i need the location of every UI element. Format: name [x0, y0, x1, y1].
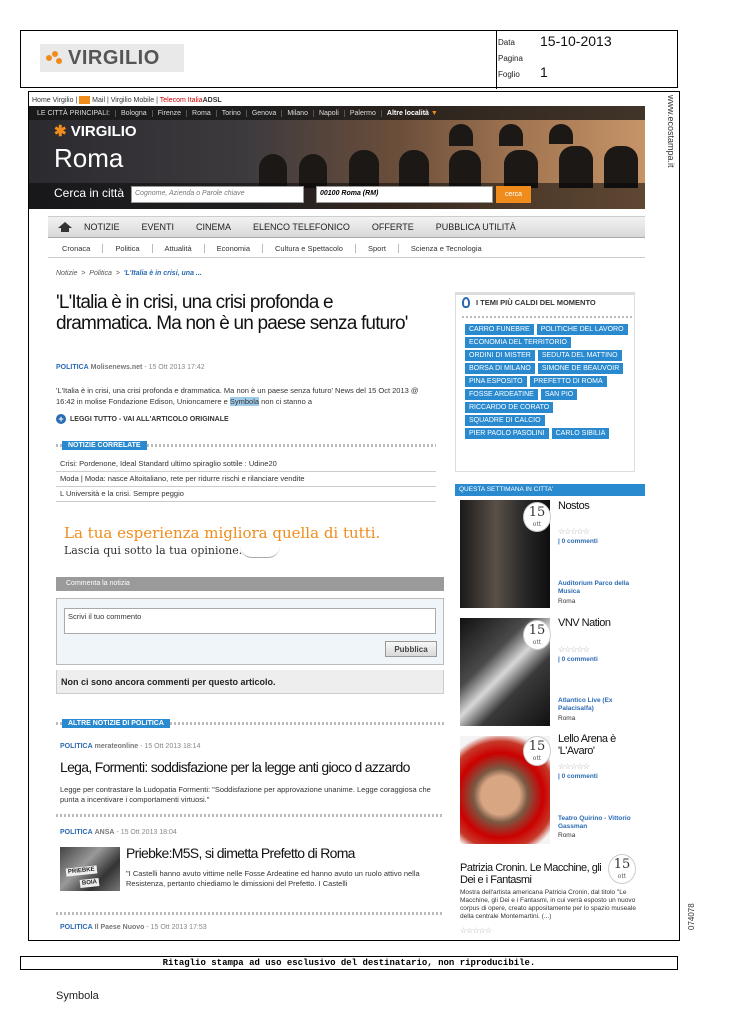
date-badge: 15 ott	[523, 502, 551, 532]
topic-tags	[465, 324, 631, 439]
article-category[interactable]: POLITICA	[56, 364, 89, 371]
topic-tag[interactable]: CARRO FUNEBRE	[465, 324, 534, 335]
article-date: - 15 Ott 2013 17:42	[142, 364, 205, 371]
event-title[interactable]: Lello Arena è 'L'Avaro'	[558, 733, 616, 757]
rating-stars-icon[interactable]: ☆☆☆☆☆	[558, 527, 589, 536]
city-link[interactable]: Roma	[187, 110, 217, 117]
promo-headline: La tua esperienza migliora quella di tutti.	[64, 524, 381, 542]
topic-tag[interactable]: PINA ESPOSITO	[465, 376, 527, 387]
event-city: Roma	[558, 598, 576, 605]
date-badge: 15 ott	[608, 854, 636, 884]
week-header: QUESTA SETTIMANA IN CITTA'	[455, 484, 645, 496]
home-virgilio-link[interactable]: Home Virgilio	[32, 96, 74, 104]
event-title[interactable]: Nostos	[558, 500, 590, 512]
article-title: 'L'Italia è in crisi, una crisi profonda e drammatica. Ma non è un paese senza futuro'	[56, 292, 408, 334]
news-meta: POLITICA merateonline - 15 Ott 2013 18:14	[60, 743, 201, 750]
topic-tag[interactable]: FOSSE ARDEATINE	[465, 389, 538, 400]
article-body: 'L'Italia è in crisi, una crisi profonda e drammatica. Ma non è un paese senza futuro' News del 15 Oct 2013 @ 16:42 in molise Fondazione Edison, Unioncamere e Symbola non ci stanno a	[56, 386, 419, 406]
topic-tag[interactable]: CARLO SIBILIA	[552, 428, 610, 439]
foglio-label: Foglio	[498, 70, 520, 79]
divider	[56, 912, 444, 915]
more-news-header: ALTRE NOTIZIE DI POLITICA	[56, 718, 444, 728]
event-title[interactable]: VNV Nation	[558, 617, 611, 629]
location-input[interactable]: 00100 Roma (RM)	[316, 186, 493, 203]
breadcrumb: Notizie > Politica > 'L'Italia è in crisi, una ...	[56, 270, 202, 277]
nav-notizie[interactable]: NOTIZIE	[84, 222, 120, 232]
top-nav: Home Virgilio | Mail | Virgilio Mobile | Telecom ItaliaADSL	[32, 96, 222, 104]
news-title[interactable]: Priebke:M5S, si dimetta Prefetto di Roma	[126, 845, 355, 861]
foglio-value: 1	[540, 64, 548, 80]
publish-button[interactable]: Pubblica	[385, 641, 437, 657]
hot-topics-title: I TEMI PIÙ CALDI DEL MOMENTO	[462, 297, 596, 308]
nav-offerte[interactable]: OFFERTE	[371, 222, 414, 232]
subnav-sport[interactable]: Sport	[356, 244, 399, 253]
no-comments-text: Non ci sono ancora commenti per questo articolo.	[56, 670, 444, 694]
subnav-cronaca[interactable]: Cronaca	[48, 244, 103, 253]
news-title[interactable]: Lega, Formenti: soddisfazione per la legge anti gioco d azzardo	[60, 759, 410, 775]
news-summary: Legge per contrastare la Ludopatia Formenti: "Soddisfazione per approvazione unanime. Legge coraggiosa che punta a incentivare i comportamenti virtuosi."	[60, 785, 431, 804]
city-link[interactable]: Napoli	[314, 110, 345, 117]
city-link[interactable]: Milano	[282, 110, 314, 117]
rating-stars-icon[interactable]: ☆☆☆☆☆	[558, 645, 589, 654]
subnav-politica[interactable]: Politica	[103, 244, 152, 253]
date-badge: 15 ott	[523, 620, 551, 650]
city-link[interactable]: Bologna	[116, 110, 153, 117]
related-header: NOTIZIE CORRELATE	[56, 440, 436, 450]
topic-tag[interactable]: SIMONE DE BEAUVOIR	[538, 363, 623, 374]
search-button[interactable]: cerca	[496, 186, 531, 203]
subnav-scienza[interactable]: Scienza e Tecnologia	[410, 244, 482, 253]
adsl-link[interactable]: ADSL	[202, 96, 222, 104]
nav-pubblica-utilita[interactable]: PUBBLICA UTILITÀ	[435, 222, 516, 232]
topic-tag[interactable]: SEDUTA DEL MATTINO	[538, 350, 622, 361]
crumb-notizie[interactable]: Notizie	[56, 270, 78, 277]
related-item[interactable]: Crisi: Pordenone, Ideal Standard ultimo spiraglio sottile : Udine20	[56, 456, 436, 472]
city-bar	[29, 106, 645, 120]
flame-icon	[462, 297, 470, 308]
rating-stars-icon[interactable]: ☆☆☆☆☆	[558, 762, 589, 771]
comment-textarea[interactable]: Scrivi il tuo commento	[64, 608, 436, 634]
data-label: Data	[498, 38, 515, 47]
topic-tag[interactable]: PIER PAOLO PASOLINI	[465, 428, 549, 439]
home-icon[interactable]	[58, 222, 72, 232]
event-city: Roma	[558, 832, 576, 839]
event-venue[interactable]: Atlantico Live (Ex Palacisalfa)	[558, 697, 613, 712]
crumb-politica[interactable]: Politica	[89, 270, 112, 277]
nav-eventi[interactable]: EVENTI	[141, 222, 175, 232]
city-link[interactable]: Palermo	[345, 110, 382, 117]
curved-arrow-icon	[240, 546, 280, 558]
mail-icon	[79, 96, 90, 104]
ecostampa-url: www.ecostampa.it	[666, 95, 676, 168]
virgilio-logo: VIRGILIO	[40, 44, 184, 72]
chevron-down-icon: ▼	[430, 109, 438, 117]
news-meta: POLITICA Il Paese Nuovo - 15 Ott 2013 17:53	[60, 924, 207, 931]
city-link[interactable]: Firenze	[153, 110, 187, 117]
telecom-link[interactable]: Telecom Italia	[159, 96, 203, 104]
divider	[462, 316, 632, 318]
article-byline	[56, 364, 205, 371]
event-title[interactable]: Patrizia Cronin. Le Macchine, gli Dei e i Fantasmi	[460, 862, 602, 886]
nav-elenco-telefonico[interactable]: ELENCO TELEFONICO	[253, 222, 350, 232]
mobile-link[interactable]: Virgilio Mobile	[110, 96, 155, 104]
divider	[56, 814, 444, 817]
news-meta: POLITICA ANSA - 15 Ott 2013 18:04	[60, 829, 177, 836]
more-cities-dropdown[interactable]: Altre località ▼	[386, 109, 438, 117]
topic-tag[interactable]: RICCARDO DE CORATO	[465, 402, 553, 413]
mail-link[interactable]: Mail	[92, 96, 106, 104]
promo-subline: Lascia qui sotto la tua opinione.	[64, 544, 243, 557]
subnav-attualita[interactable]: Attualità	[153, 244, 205, 253]
clipping-footer: Ritaglio stampa ad uso esclusivo del destinatario, non riproducibile.	[20, 956, 678, 970]
main-nav	[48, 216, 645, 238]
news-summary: "I Castelli hanno avuto vittime nelle Fosse Ardeatine ed hanno avuto un ruolo attivo nella Resistenza, pertanto chiediamo le dimissioni del Prefetto. I Castelli	[126, 869, 420, 888]
event-comments[interactable]: | 0 commenti	[558, 773, 598, 780]
city-link[interactable]: Genova	[247, 110, 283, 117]
clipping-code: 074078	[687, 903, 696, 930]
news-photo[interactable]: PRIEBKE BOIA	[60, 847, 120, 891]
sub-nav	[48, 240, 645, 258]
read-more-link[interactable]: + LEGGI TUTTO - VAI ALL'ARTICOLO ORIGINALE	[56, 414, 229, 424]
search-label: Cerca in città	[54, 186, 125, 200]
comment-bar: Commenta la notizia	[56, 577, 444, 591]
topic-tag[interactable]: ORDINI DI MISTER	[465, 350, 535, 361]
topic-tag[interactable]: BORSA DI MILANO	[465, 363, 535, 374]
highlighted-term: Symbola	[229, 397, 260, 406]
event-city: Roma	[558, 715, 576, 722]
event-description: Mostra dell'artista americana Patricia Cronin, dal titolo "Le Macchine, gli Dei e i Fantasmi, in cui verrà esposto un nuovo corpus di opere, creato appositamente per lo spazio museale della centrale Montemartini. (...)	[460, 889, 636, 920]
plus-icon: +	[56, 414, 66, 424]
date-badge: 15 ott	[523, 736, 551, 766]
data-value: 15-10-2013	[540, 33, 612, 49]
event-comments[interactable]: | 0 commenti	[558, 656, 598, 663]
pagina-label: Pagina	[498, 54, 523, 63]
event-venue[interactable]: Teatro Quirino - Vittorio Gassman	[558, 815, 631, 830]
event-comments[interactable]: | 0 commenti	[558, 538, 598, 545]
subnav-cultura[interactable]: Cultura e Spettacolo	[263, 244, 356, 253]
related-item[interactable]: L Università e la crisi. Sempre peggio	[56, 486, 436, 502]
topic-tag[interactable]: ECONOMIA DEL TERRITORIO	[465, 337, 571, 348]
event-venue[interactable]: Auditorium Parco della Musica	[558, 580, 630, 595]
hero-logo: ✱ VIRGILIO	[54, 123, 137, 140]
keyword-search-input[interactable]: Cognome, Azienda o Parole chiave	[131, 186, 304, 203]
article-source[interactable]: Molisenews.net	[90, 364, 143, 371]
topic-tag[interactable]: POLITICHE DEL LAVORO	[537, 324, 628, 335]
topic-tag[interactable]: SAN PIO	[541, 389, 577, 400]
client-name: Symbola	[56, 990, 99, 1002]
nav-cinema[interactable]: CINEMA	[196, 222, 232, 232]
crumb-current: 'L'Italia è in crisi, una ...	[123, 270, 202, 277]
city-bar-label: LE CITTÀ PRINCIPALI:	[32, 110, 116, 117]
topic-tag[interactable]: SQUADRE DI CALCIO	[465, 415, 545, 426]
hero-city-title: Roma	[54, 143, 124, 173]
subnav-economia[interactable]: Economia	[205, 244, 263, 253]
related-item[interactable]: Moda | Moda: nasce Altoitaliano, rete per ridurre rischi e rilanciare vendite	[56, 471, 436, 487]
city-link[interactable]: Torino	[217, 110, 247, 117]
rating-stars-icon[interactable]: ☆☆☆☆☆	[460, 926, 491, 935]
topic-tag[interactable]: PREFETTO DI ROMA	[530, 376, 607, 387]
